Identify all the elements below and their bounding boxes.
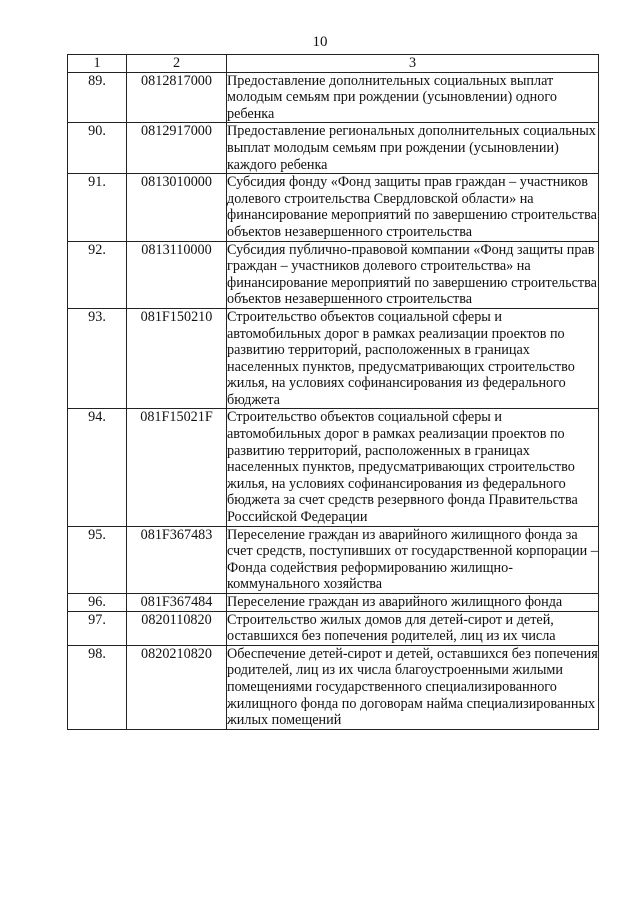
table-row [68,123,599,174]
page-number: 10 [312,34,328,50]
row-description: Предоставление дополнительных социальных выплат молодым семьям при рождении (усыновлении) одного ребенка [227,72,599,123]
row-code: 0820110820 [127,611,227,645]
row-number: 89. [68,72,127,123]
table-row [68,409,599,526]
column-header-3: 3 [227,55,599,73]
row-description: Строительство объектов социальной сферы и автомобильных дорог в рамках реализации проектов по развитию территорий, расположенных в границах населенных пунктов, предусматривающих строительство жилья, на условиях софинансирования из федерального бюджета [227,308,599,409]
row-description: Переселение граждан из аварийного жилищного фонда за счет средств, поступивших от государственной корпорации – Фонда содействия реформированию жилищно-коммунального хозяйства [227,526,598,593]
budget-items-table [67,54,599,730]
row-number: 94. [68,409,127,526]
table-row [68,241,599,308]
row-number: 96. [68,594,127,612]
table-row [68,594,599,612]
row-description: Предоставление региональных дополнительных социальных выплат молодым семьям при рождении (усыновлении) каждого ребенка [227,123,599,174]
table-row [68,308,599,409]
row-number: 93. [68,308,127,409]
row-description: Обеспечение детей-сирот и детей, оставшихся без попечения родителей, лиц из их числа благоустроенными жилыми помещениями государственного специализированного жилищного фонда по договорам найма специализированных жилых помещений [227,645,598,729]
column-header-2: 2 [127,55,227,73]
row-description: Строительство объектов социальной сферы и автомобильных дорог в рамках реализации проектов по развитию территорий, расположенных в границах населенных пунктов, предусматривающих строительство жилья, на условиях софинансирования из федерального бюджета за счет средств резервного фонда Правительства Российской Федерации [227,409,599,526]
row-number: 95. [68,526,127,593]
table-row [68,72,599,123]
row-code: 0812917000 [127,123,227,174]
row-number: 98. [68,645,127,729]
row-number: 91. [68,174,127,241]
row-number: 92. [68,241,127,308]
column-header-1: 1 [68,55,127,73]
row-code: 0812817000 [127,72,227,123]
table-row [68,526,599,593]
row-code: 0813010000 [127,174,227,241]
row-description: Строительство жилых домов для детей-сирот и детей, оставшихся без попечения родителей, лиц из их числа [227,611,599,645]
row-code: 081F150210 [127,308,227,409]
row-code: 081F367484 [127,594,227,612]
table-header-row [68,55,599,73]
table-row [68,174,599,241]
row-description: Субсидия фонду «Фонд защиты прав граждан – участников долевого строительства Свердловской области» на финансирование мероприятий по завершению строительства объектов незавершенного строительства [227,174,597,240]
row-description: Переселение граждан из аварийного жилищного фонда [227,594,599,612]
row-number: 90. [68,123,127,174]
row-number: 97. [68,611,127,645]
row-code: 0813110000 [127,241,227,308]
table-row [68,611,599,645]
row-code: 081F367483 [127,526,227,593]
row-code: 081F15021F [127,409,227,526]
table-row [68,645,599,729]
row-code: 0820210820 [127,645,227,729]
row-description: Субсидия публично-правовой компании «Фонд защиты прав граждан – участников долевого строительства» на финансирование мероприятий по завершению строительства объектов незавершенного строительства [227,241,597,308]
